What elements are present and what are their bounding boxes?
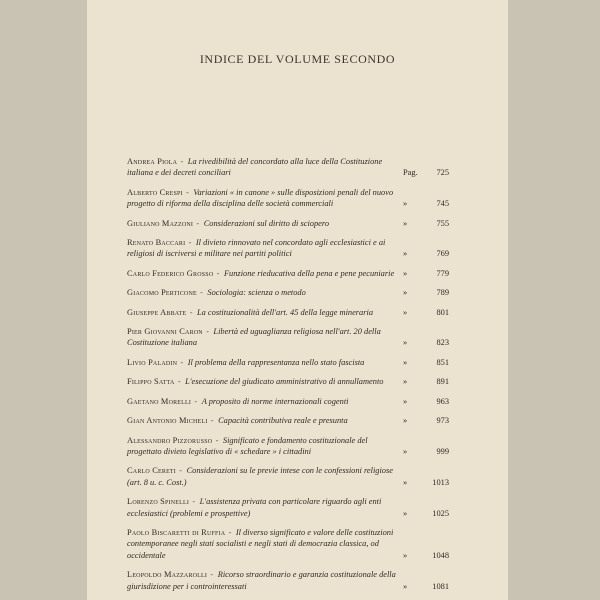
entry-page-number: 851	[436, 357, 449, 367]
entry-page-ref	[403, 337, 449, 348]
entry-page-prefix: »	[403, 338, 408, 348]
index-entry	[127, 435, 449, 458]
entry-text	[127, 287, 399, 298]
entry-page-ref	[403, 248, 449, 259]
entry-text	[127, 307, 399, 318]
entry-separator: -	[174, 377, 186, 387]
entry-page-number: 1081	[432, 581, 449, 591]
entry-text	[127, 496, 399, 519]
entry-title: Il problema della rappresentanza nello stato fascista	[187, 357, 365, 367]
entry-page-ref	[403, 581, 449, 592]
entry-page-prefix: »	[403, 288, 408, 298]
entry-text	[127, 156, 399, 179]
entry-separator: -	[177, 357, 188, 367]
entry-separator: -	[207, 416, 219, 426]
entry-title: Il diverso significato e valore delle costituzioni contemporanee negli stati socialisti e negli stati di democrazia classica, od occidentale	[127, 527, 394, 560]
entry-page-ref	[403, 477, 449, 488]
entry-author: Leopoldo Mazzarolli	[127, 570, 208, 580]
entry-page-prefix: »	[403, 550, 408, 560]
entry-text	[127, 396, 399, 407]
index-entry	[127, 496, 449, 519]
entry-text	[127, 187, 399, 210]
entry-page-ref	[403, 198, 449, 209]
entry-page-number: 1013	[432, 477, 449, 487]
entry-title: Libertà ed uguaglianza religiosa nell'art. 20 della Costituzione italiana	[127, 327, 381, 348]
entry-page-prefix: »	[403, 218, 408, 228]
entry-author: Pier Giovanni Caron	[127, 327, 203, 337]
entry-page-ref	[403, 396, 449, 407]
entry-title: Funzione rieducativa della pena e pene pecuniarie	[223, 268, 395, 278]
entry-author: Carlo Cereti	[127, 466, 176, 476]
index-entry	[127, 218, 449, 229]
entry-page-prefix: »	[403, 268, 408, 278]
entry-page-number: 999	[436, 446, 449, 456]
entry-author: Renato Baccari	[127, 238, 186, 248]
entry-separator: -	[182, 187, 194, 197]
entry-text	[127, 465, 399, 488]
entry-page-prefix: Pag.	[403, 168, 418, 178]
entry-text	[127, 415, 399, 426]
entry-page-prefix: »	[403, 416, 408, 426]
entry-page-number: 769	[436, 249, 449, 259]
entry-title: Capacità contributiva reale e presunta	[218, 416, 348, 426]
entry-title: Il divieto rinnovato nel concordato agli ecclesiastici e ai religiosi di iscriversi e militare nei partiti politici	[127, 238, 386, 259]
entry-page-number: 745	[436, 199, 449, 209]
entry-separator: -	[193, 218, 204, 228]
entry-author: Gaetano Morelli	[127, 396, 192, 406]
entry-title: Ricorso straordinario e garanzia costituzionale della giurisdizione per i controinteressati	[127, 570, 396, 591]
entry-text	[127, 326, 399, 349]
entry-title: Considerazioni sul diritto di sciopero	[203, 218, 330, 228]
entry-title: Sociologia: scienza o metodo	[207, 288, 306, 298]
entry-page-number: 823	[436, 338, 449, 348]
index-entries	[127, 156, 449, 600]
index-entry	[127, 527, 449, 561]
entry-author: Lorenzo Spinelli	[127, 497, 190, 507]
entry-text	[127, 268, 399, 279]
entry-text	[127, 218, 399, 229]
entry-separator: -	[207, 570, 218, 580]
entry-separator: -	[196, 288, 208, 298]
entry-author: Giacomo Perticone	[127, 288, 197, 298]
entry-title: Considerazioni su le previe intese con le confessioni religiose (art. 8 u. c. Cost.)	[127, 466, 393, 487]
entry-title: La rivedibilità del concordato alla luce della Costituzione italiana e dei decreti conciliari	[127, 157, 383, 178]
entry-separator: -	[225, 527, 236, 537]
entry-page-prefix: »	[403, 446, 408, 456]
entry-page-ref	[403, 376, 449, 387]
entry-text	[127, 357, 399, 368]
entry-page-ref	[403, 268, 449, 279]
entry-author: Giuliano Mazzoni	[127, 218, 194, 228]
entry-page-number: 779	[436, 268, 449, 278]
index-entry	[127, 396, 449, 407]
entry-author: Livio Paladin	[127, 357, 178, 367]
entry-author: Andrea Piola	[127, 157, 178, 166]
index-entry	[127, 357, 449, 368]
entry-page-number: 1025	[432, 508, 449, 518]
entry-page-prefix: »	[403, 581, 408, 591]
index-entry	[127, 376, 449, 387]
index-entry	[127, 307, 449, 318]
entry-title: L'esecuzione del giudicato amministrativo di annullamento	[185, 377, 384, 387]
entry-author: Paolo Biscaretti di Ruffia	[127, 527, 226, 537]
entry-page-ref	[403, 307, 449, 318]
entry-page-number: 891	[436, 377, 449, 387]
entry-page-prefix: »	[403, 357, 408, 367]
entry-text	[127, 569, 399, 592]
entry-author: Carlo Federico Grosso	[127, 268, 214, 278]
entry-page-number: 973	[436, 416, 449, 426]
entry-title: Variazioni « in canone » sulle disposizioni penali del nuovo progetto di riforma della disciplina delle società commerciali	[127, 187, 394, 209]
entry-page-prefix: »	[403, 508, 408, 518]
entry-text	[127, 435, 399, 458]
entry-page-ref	[403, 508, 449, 519]
entry-title: A proposito di norme internazionali cogenti	[201, 396, 349, 406]
index-entry	[127, 326, 449, 349]
index-entry	[127, 237, 449, 260]
entry-author: Alberto Crespi	[127, 187, 183, 197]
index-entry	[127, 465, 449, 488]
index-title: INDICE DEL VOLUME SECONDO	[199, 52, 396, 66]
entry-separator: -	[186, 307, 197, 317]
entry-page-number: 801	[436, 307, 449, 317]
entry-separator: -	[191, 396, 202, 406]
entry-separator: -	[177, 157, 188, 166]
entry-separator: -	[213, 268, 224, 278]
entry-page-prefix: »	[403, 307, 408, 317]
index-entry	[127, 415, 449, 426]
entry-page-number: 755	[436, 218, 449, 228]
entry-author: Giuseppe Abbate	[127, 307, 187, 317]
entry-separator: -	[176, 466, 187, 476]
entry-page-prefix: »	[403, 477, 408, 487]
entry-author: Alessandro Pizzorusso	[127, 435, 213, 445]
entry-page-ref	[403, 550, 449, 561]
index-entry	[127, 187, 449, 210]
book-page	[87, 0, 508, 600]
entry-title: Significato e fondamento costituzionale del progettato divieto legislativo di « schedare » i cittadini	[127, 435, 368, 456]
entry-page-prefix: »	[403, 199, 408, 209]
entry-page-ref	[403, 287, 449, 298]
entry-page-number: 789	[436, 288, 449, 298]
entry-page-ref	[403, 446, 449, 457]
entry-separator: -	[185, 238, 196, 248]
entry-author: Gian Antonio Micheli	[127, 416, 208, 426]
entry-title: L'assistenza privata con particolare riguardo agli enti ecclesiastici (problemi e prospettive)	[127, 497, 382, 518]
index-entry	[127, 268, 449, 279]
entry-text	[127, 237, 399, 260]
entry-page-ref	[403, 357, 449, 368]
index-entry	[127, 569, 449, 592]
entry-page-prefix: »	[403, 249, 408, 259]
entry-page-number: 725	[436, 168, 449, 178]
entry-page-ref	[403, 218, 449, 229]
entry-page-number: 963	[436, 396, 449, 406]
entry-separator: -	[189, 497, 200, 507]
entry-text	[127, 527, 399, 561]
index-entry	[127, 156, 449, 179]
entry-author: Filippo Satta	[127, 377, 175, 387]
entry-page-number: 1048	[432, 550, 449, 560]
entry-separator: -	[202, 327, 214, 337]
entry-separator: -	[212, 435, 223, 445]
index-entry	[127, 287, 449, 298]
entry-page-ref	[403, 415, 449, 426]
entry-text	[127, 376, 399, 387]
entry-page-ref	[403, 167, 449, 178]
entry-page-prefix: »	[403, 396, 408, 406]
entry-page-prefix: »	[403, 377, 408, 387]
entry-title: La costituzionalità dell'art. 45 della legge mineraria	[196, 307, 374, 317]
